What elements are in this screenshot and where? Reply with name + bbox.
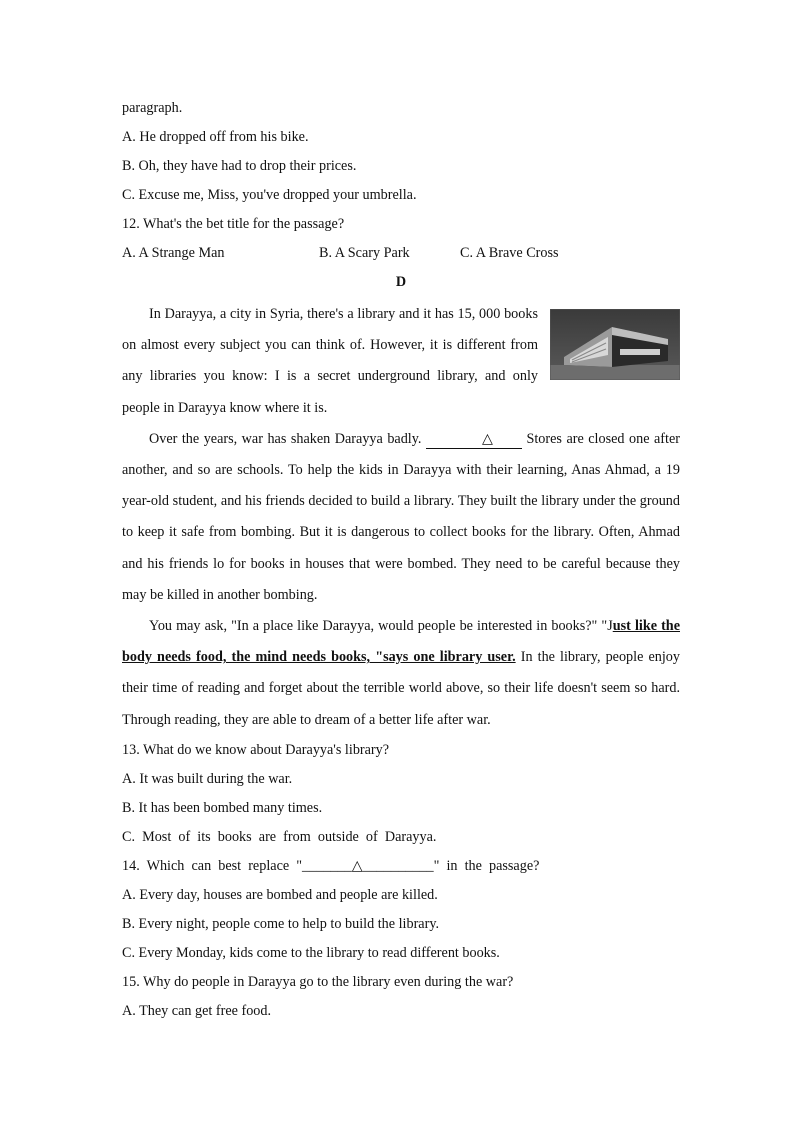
question-14 xyxy=(122,854,680,883)
paragraph-end-text: paragraph. xyxy=(122,100,183,116)
q14-text-after: " in the passage? xyxy=(433,857,540,874)
library-photo xyxy=(550,309,680,380)
q13-option-c: C. Most of its books are from outside of Darayya. xyxy=(122,828,437,845)
p3-text-after: In the library, people enjoy their time of reading and forget about the terrible world above, so their life doesn't seem so hard. Through reading, they are able to dream of a better life after war. xyxy=(122,649,680,728)
passage-paragraph-2 xyxy=(122,424,680,611)
q11-option-a: A. He dropped off from his bike. xyxy=(122,129,309,145)
q12-option-a: A. A Strange Man xyxy=(122,245,225,261)
p2-text-after: Stores are closed one after another, and so are schools. To help the kids in Darayya with their learning, Anas Ahmad, a 19 year-old student, and his friends decided to build a library. They built the library under the ground to keep it safe from bombing. But it is dangerous to collect books for the library. Often, Ahmad and his friends lo for books in houses that were bombed. They need to be careful because they may be killed in another bombing. xyxy=(122,430,680,603)
q11-option-b: B. Oh, they have had to drop their prices. xyxy=(122,158,357,174)
q12-option-b: B. A Scary Park xyxy=(319,245,410,261)
question-13: 13. What do we know about Darayya's library? xyxy=(122,741,390,758)
p2-text-before: Over the years, war has shaken Darayya badly. xyxy=(149,430,426,447)
q15-option-a: A. They can get free food. xyxy=(122,1002,272,1019)
blank-triangle: △ xyxy=(426,430,522,449)
question-12: 12. What's the bet title for the passage? xyxy=(122,216,345,232)
section-heading: D xyxy=(395,274,407,290)
q14-option-b: B. Every night, people come to help to build the library. xyxy=(122,915,440,932)
q14-blank: _______△__________ xyxy=(302,857,434,874)
p3-text-before: You may ask, "In a place like Darayya, would people be interested in books?" "J xyxy=(149,618,613,635)
passage-paragraph-1-block xyxy=(122,299,680,424)
q13-option-a: A. It was built during the war. xyxy=(122,770,293,787)
passage-paragraph-3 xyxy=(122,611,680,736)
q14-text-before: 14. Which can best replace " xyxy=(122,857,303,874)
q13-option-b: B. It has been bombed many times. xyxy=(122,799,323,816)
q14-option-c: C. Every Monday, kids come to the library to read different books. xyxy=(122,944,500,961)
q11-option-c: C. Excuse me, Miss, you've dropped your umbrella. xyxy=(122,187,417,203)
q14-option-a: A. Every day, houses are bombed and people are killed. xyxy=(122,886,438,903)
underlined-quote: ust like the body needs food, the mind needs books, "says one library user. xyxy=(122,618,680,666)
q12-option-c: C. A Brave Cross xyxy=(460,245,559,261)
exam-page xyxy=(122,96,680,1028)
question-15: 15. Why do people in Darayya go to the library even during the war? xyxy=(122,973,514,990)
q12-options xyxy=(122,241,680,270)
passage-paragraph-1: In Darayya, a city in Syria, there's a library and it has 15, 000 books on almost every subject you can think of. However, it is different from any libraries you know: I is a secret underground library, and only people in Darayya know where it is. xyxy=(122,306,538,416)
